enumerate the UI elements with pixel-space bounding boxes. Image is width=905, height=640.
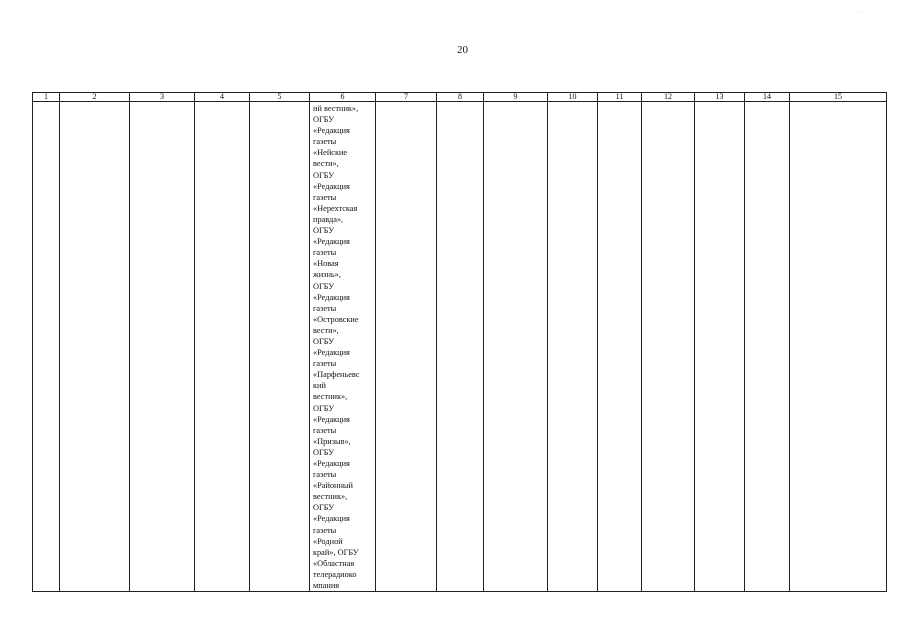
table-cell-col-11 [598,102,642,592]
column-header-5: 5 [250,93,310,102]
page-number: 20 [457,44,468,56]
column-header-13: 13 [695,93,745,102]
table-cell-col-2 [60,102,130,592]
column-header-1: 1 [33,93,60,102]
table-cell-col-3 [130,102,195,592]
table-row [33,102,887,592]
table-cell-col-4 [195,102,250,592]
column-header-11: 11 [598,93,642,102]
column-header-14: 14 [745,93,790,102]
table-cell-col-8 [437,102,484,592]
column-header-9: 9 [484,93,548,102]
column-header-8: 8 [437,93,484,102]
document-table [32,92,887,592]
table-cell-col-9 [484,102,548,592]
table-cell-col-15 [790,102,887,592]
column-header-4: 4 [195,93,250,102]
column-header-6: 6 [310,93,376,102]
table-cell-col-7 [376,102,437,592]
column-header-15: 15 [790,93,887,102]
organization-list-text: ий вестник», ОГБУ «Редакция газеты «Нейские вести», ОГБУ «Редакция газеты «Нерехтская правда», ОГБУ «Редакция газеты «Новая жизнь», ОГБУ «Редакция газеты «Островские вести», ОГБУ «Редакция газеты «Парфеньевс кий вестник», ОГБУ «Редакция газеты «Призыв», ОГБУ «Редакция газеты «Районный вестник», ОГБУ «Редакция газеты «Родной край», ОГБУ «Областная телерадиоко мпания [313,104,360,591]
table-cell-col-13 [695,102,745,592]
column-header-3: 3 [130,93,195,102]
table-cell-col-14 [745,102,790,592]
table-cell-col-6 [310,102,376,592]
column-header-7: 7 [376,93,437,102]
column-header-12: 12 [642,93,695,102]
header-row [33,93,887,102]
table-cell-col-10 [548,102,598,592]
column-header-2: 2 [60,93,130,102]
table-cell-col-1 [33,102,60,592]
table-cell-col-12 [642,102,695,592]
corner-mark: . [861,8,863,14]
column-header-10: 10 [548,93,598,102]
table-cell-col-5 [250,102,310,592]
